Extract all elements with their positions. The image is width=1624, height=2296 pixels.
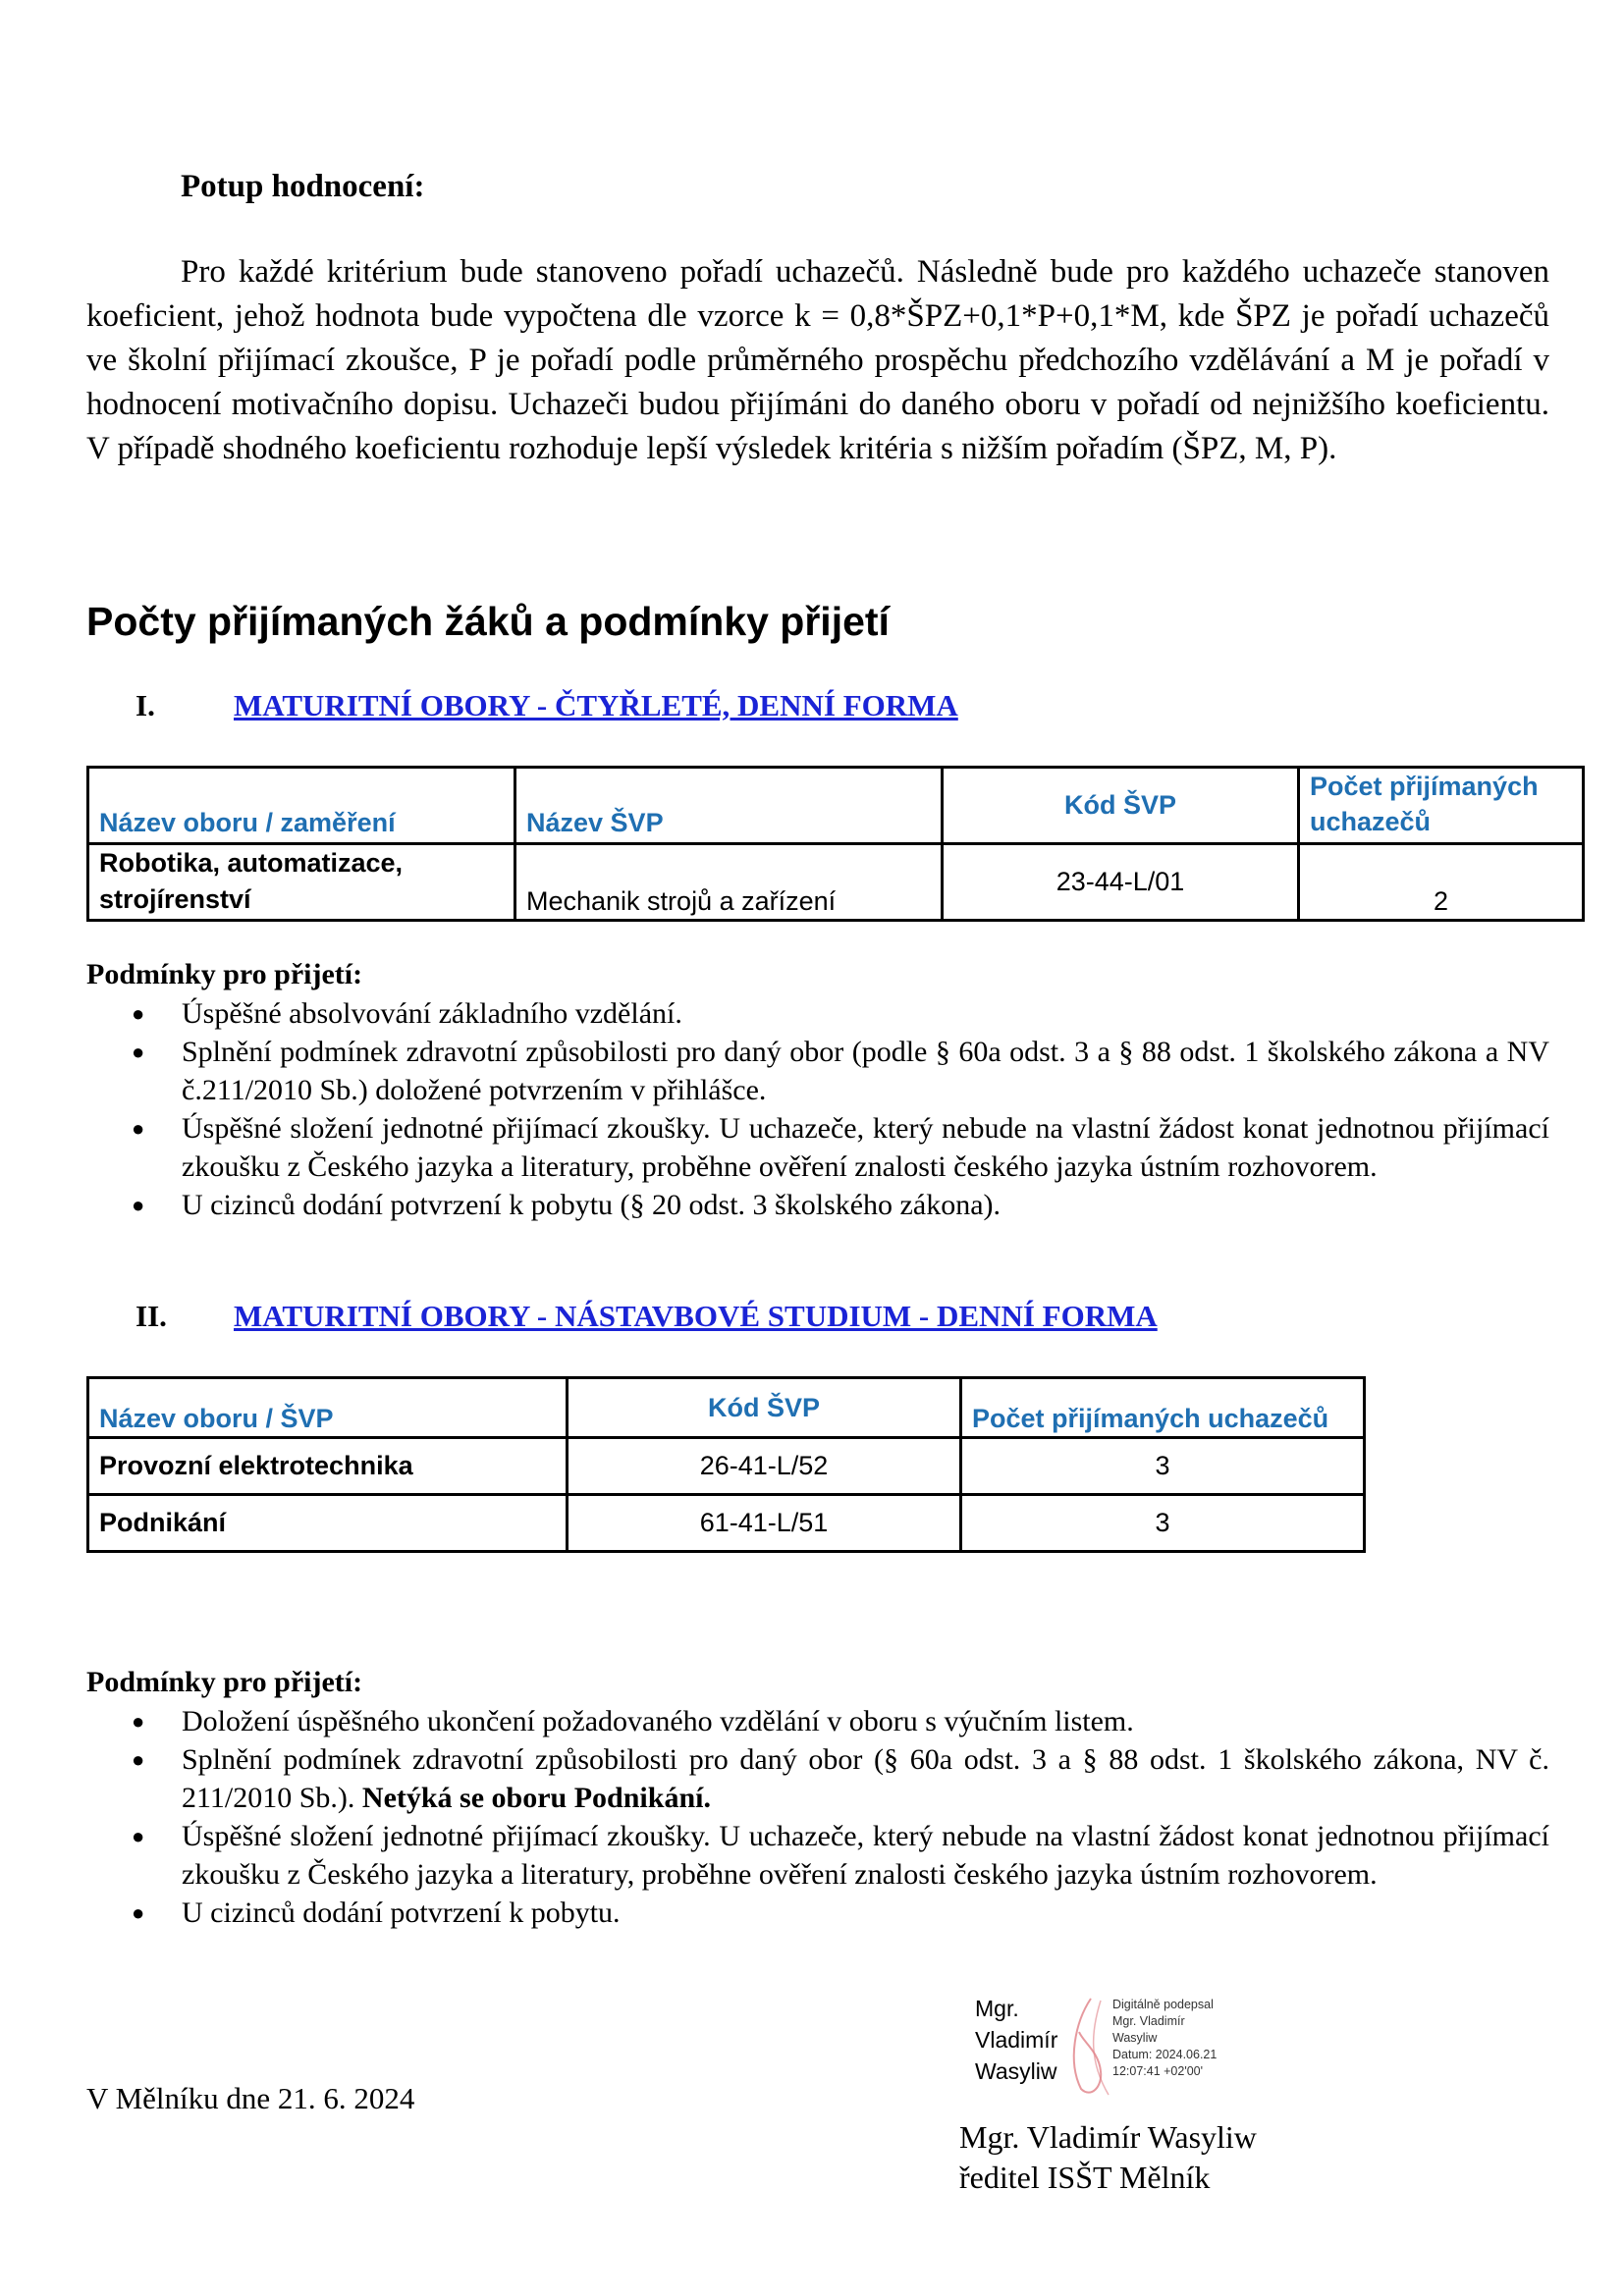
bullet-icon: ● <box>132 1116 145 1141</box>
section-2-number: II. <box>135 1299 167 1333</box>
table-header-cell: Počet přijímaných uchazečů <box>961 1378 1365 1438</box>
table-cell: 23-44-L/01 <box>943 844 1299 921</box>
table-cell: Robotika, automatizace, strojírenství <box>88 844 515 921</box>
signature-mark-icon <box>1061 1993 1120 2101</box>
main-heading: Počty přijímaných žáků a podmínky přijetí <box>86 599 890 644</box>
section-1-conditions-title: Podmínky pro přijetí: <box>86 958 363 990</box>
table-header-cell: Kód ŠVP <box>568 1378 961 1438</box>
bullet-icon: ● <box>132 1193 145 1217</box>
digital-signature <box>975 1993 1270 2101</box>
section-1-conditions-list <box>86 994 1549 1224</box>
list-item: ● U cizinců dodání potvrzení k pobytu (§ 20 odst. 3 školského zákona). <box>86 1186 1549 1224</box>
signature-name: Mgr. Vladimír Wasyliw <box>975 1996 1058 2084</box>
section-2-conditions-title: Podmínky pro přijetí: <box>86 1666 363 1698</box>
section-2-conditions-list <box>86 1702 1549 1932</box>
table-header-cell: Název oboru / zaměření <box>88 768 515 844</box>
table-header-cell: Název ŠVP <box>515 768 943 844</box>
table-cell: 61-41-L/51 <box>568 1495 961 1552</box>
bullet-icon: ● <box>132 1824 145 1848</box>
bold-note: Netýká se oboru Podnikání. <box>361 1782 711 1814</box>
table-header-row <box>88 768 1584 844</box>
table-cell: 3 <box>961 1495 1365 1552</box>
table-cell: 3 <box>961 1438 1365 1495</box>
bullet-icon: ● <box>132 1001 145 1026</box>
table-cell: Mechanik strojů a zařízení <box>515 844 943 921</box>
table-cell: 26-41-L/52 <box>568 1438 961 1495</box>
table-header-cell: Počet přijímaných uchazečů <box>1299 768 1584 844</box>
signer-title: ředitel ISŠT Mělník <box>959 2160 1211 2195</box>
table-header-cell: Název oboru / ŠVP <box>88 1378 568 1438</box>
list-item: ● Úspěšné složení jednotné přijímací zkoušky. U uchazeče, který nebude na vlastní žádost konat jednotnou přijímací zkoušku z Českého jazyka a literatury, proběhne ověření znalosti českého jazyka ústním rozhovorem. <box>86 1817 1549 1894</box>
section-2-table <box>86 1376 1366 1553</box>
table-row <box>88 1495 1365 1552</box>
list-item: ● Úspěšné složení jednotné přijímací zkoušky. U uchazeče, který nebude na vlastní žádost konat jednotnou přijímací zkoušku z Českého jazyka a literatury, proběhne ověření znalosti českého jazyka ústním rozhovorem. <box>86 1109 1549 1186</box>
list-item: ● U cizinců dodání potvrzení k pobytu. <box>86 1894 1549 1932</box>
table-row <box>88 1438 1365 1495</box>
evaluation-title: Potup hodnocení: <box>181 169 425 204</box>
table-header-row <box>88 1378 1365 1438</box>
signer-name: Mgr. Vladimír Wasyliw <box>959 2119 1257 2155</box>
list-item: ● Doložení úspěšného ukončení požadovaného vzdělání v oboru s výučním listem. <box>86 1702 1549 1740</box>
evaluation-paragraph: Pro každé kritérium bude stanoveno pořadí uchazečů. Následně bude pro každého uchazeče stanoven koeficient, jehož hodnota bude vypočtena dle vzorce k = 0,8*ŠPZ+0,1*P+0,1*M, kde ŠPZ je pořadí uchazečů ve školní přijímací zkoušce, P je pořadí podle průměrného prospěchu předchozího vzdělávání a M je pořadí v hodnocení motivačního dopisu. Uchazeči budou přijímáni do daného oboru v pořadí od nejnižšího koeficientu. V případě shodného koeficientu rozhoduje lepší výsledek kritéria s nižším pořadím (ŠPZ, M, P). <box>86 254 1549 466</box>
section-1-title-link[interactable]: MATURITNÍ OBORY - ČTYŘLETÉ, DENNÍ FORMA <box>234 688 958 722</box>
table-header-cell: Kód ŠVP <box>943 768 1299 844</box>
signature-info: Digitálně podepsal Mgr. Vladimír Wasyliw Datum: 2024.06.21 12:07:41 +02'00' <box>1112 1998 1218 2078</box>
list-item: ● Splnění podmínek zdravotní způsobilosti pro daný obor (§ 60a odst. 3 a § 88 odst. 1 školského zákona, NV č. 211/2010 Sb.). Netýká se oboru Podnikání. <box>86 1740 1549 1817</box>
section-1-number: I. <box>135 688 155 722</box>
table-cell: Provozní elektrotechnika <box>88 1438 568 1495</box>
place-date: V Mělníku dne 21. 6. 2024 <box>86 2081 415 2115</box>
section-1-table <box>86 766 1585 922</box>
table-row <box>88 844 1584 921</box>
bullet-icon: ● <box>132 1040 145 1064</box>
table-cell: 2 <box>1299 844 1584 921</box>
section-2-title-link[interactable]: MATURITNÍ OBORY - NÁSTAVBOVÉ STUDIUM - DENNÍ FORMA <box>234 1299 1158 1333</box>
list-item: ● Úspěšné absolvování základního vzdělání. <box>86 994 1549 1033</box>
list-item: ● Splnění podmínek zdravotní způsobilosti pro daný obor (podle § 60a odst. 3 a § 88 odst. 1 školského zákona a NV č.211/2010 Sb.) doložené potvrzením v přihlášce. <box>86 1033 1549 1109</box>
bullet-icon: ● <box>132 1709 145 1734</box>
signer-block <box>959 2117 1257 2198</box>
bullet-icon: ● <box>132 1900 145 1925</box>
bullet-icon: ● <box>132 1747 145 1772</box>
table-cell: Podnikání <box>88 1495 568 1552</box>
